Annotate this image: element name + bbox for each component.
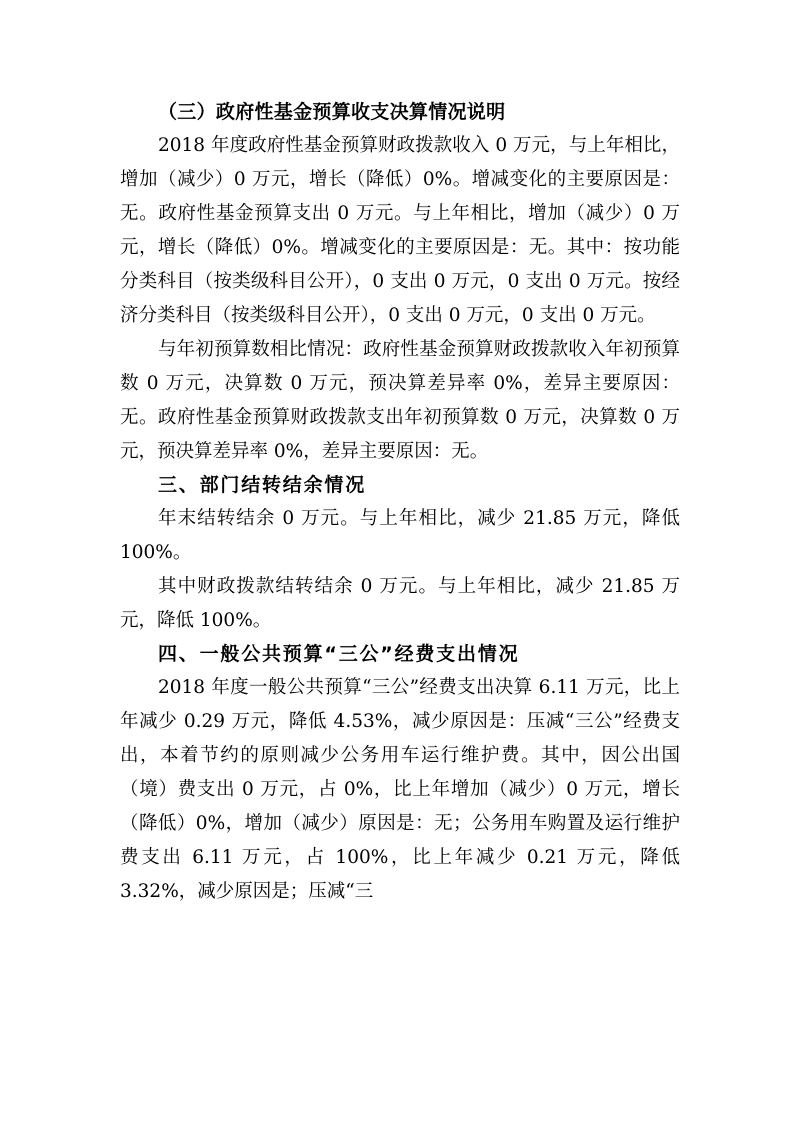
paragraph-fund-budget-comparison: 与年初预算数相比情况：政府性基金预算财政拨款收入年初预算数 0 万元，决算数 0 万元，预决算差异率 0%，差异主要原因：无。政府性基金预算财政拨款支出年初预算数 0 万元，决算数 0 万元，预决算差异率 0%，差异主要原因：无。: [120, 339, 680, 462]
section-heading-sangong: 四、一般公共预算“三公”经费支出情况: [158, 643, 520, 665]
paragraph-carryover-fiscal: 其中财政拨款结转结余 0 万元。与上年相比，减少 21.85 万元，降低 100%。: [120, 576, 680, 631]
paragraph-carryover-total: 年末结转结余 0 万元。与上年相比，减少 21.85 万元，降低 100%。: [120, 508, 680, 563]
section-heading-carryover: 三、部门结转结余情况: [158, 474, 367, 496]
document-body: [120, 96, 680, 909]
paragraph-sangong-expenditure: 2018 年度一般公共预算“三公”经费支出决算 6.11 万元，比上年减少 0.29 万元，降低 4.53%，减少原因是：压减“三公”经费支出，本着节约的原则减少公务用车运行维护费。其中，因公出国（境）费支出 0 万元，占 0%，比上年增加（减少）0 万元，增长（降低）0%，增加（减少）原因是：无；公务用车购置及运行维护费支出 6.11 万元，占 100%，比上年减少 0.21 万元，降低 3.32%，减少原因是；压减“三: [120, 677, 680, 902]
paragraph-fund-budget-summary: 2018 年度政府性基金预算财政拨款收入 0 万元，与上年相比，增加（减少）0 万元，增长（降低）0%。增减变化的主要原因是：无。政府性基金预算支出 0 万元。与上年相比，增加（减少）0 万元，增长（降低）0%。增减变化的主要原因是：无。其中：按功能分类科目（按类级科目公开），0 支出 0 万元，0 支出 0 万元。按经济分类科目（按类级科目公开），0 支出 0 万元，0 支出 0 万元。: [120, 135, 680, 326]
section-heading-fund-budget: （三）政府性基金预算收支决算情况说明: [158, 101, 506, 123]
